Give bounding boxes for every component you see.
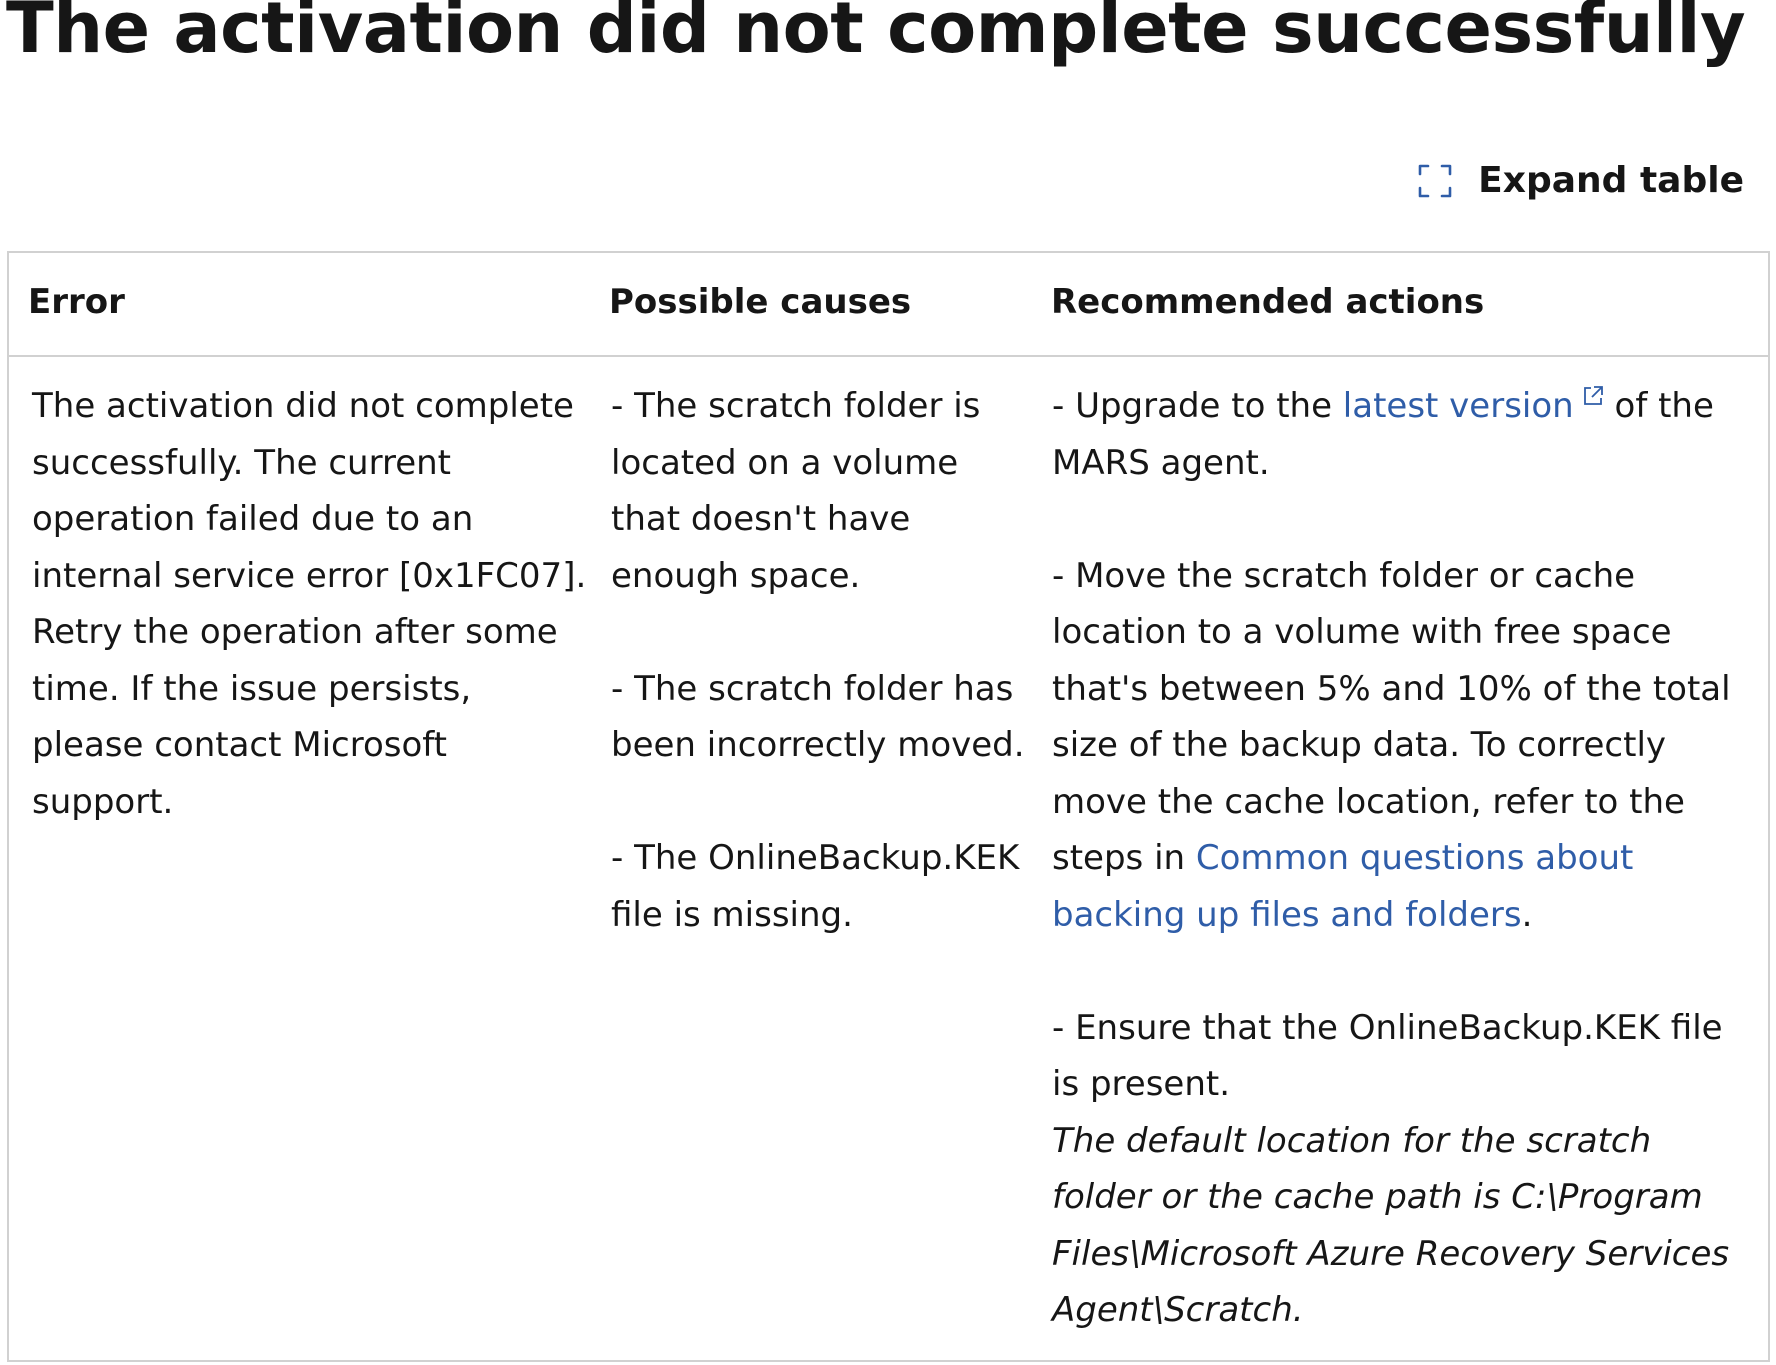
error-table [7,251,1770,1362]
action-move-suffix: . [1521,894,1533,935]
cause-item: - The scratch folder has been incorrectly moved. [611,668,1025,765]
latest-version-link[interactable] [1343,386,1604,426]
error-cell: The activation did not complete successfully. The current operation failed due to an internal service error [0x1FC07]. Retry the operation after some time. If the issue persists, please contact Microsoft support. [32,386,587,822]
page-title: The activation did not complete successfully [6,0,1746,69]
scratch-location-note: The default location for the scratch folder or the cache path is C:\Program Files\Microsoft Azure Recovery Services Agent\Scratch. [1052,1120,1730,1330]
expand-icon [1418,164,1452,198]
action-ensure-text: - Ensure that the OnlineBackup.KEK file is present. [1052,1007,1723,1104]
action-move [1052,548,1752,944]
column-header-possible-causes: Possible causes [609,282,912,322]
expand-table-label: Expand table [1478,160,1744,201]
external-link-icon [1582,385,1604,407]
latest-version-link-text: latest version [1342,386,1574,426]
action-upgrade-suffix: of the MARS agent. [1052,386,1714,483]
action-upgrade-prefix: - Upgrade to the [1052,386,1343,426]
common-questions-link[interactable]: Common questions about backing up files and folders [1052,838,1634,935]
action-ensure [1052,1000,1752,1339]
recommended-actions-cell [1052,378,1752,1339]
cause-item: - The scratch folder is located on a volume that doesn't have enough space. [611,386,981,596]
action-move-prefix: - Move the scratch folder or cache location to a volume with free space that's between 5% and 10% of the total size of the backup data. To correctly move the cache location, refer to the steps in [1052,555,1731,878]
expand-table-button[interactable] [1418,160,1744,201]
column-header-error: Error [28,282,125,322]
cause-item: - The OnlineBackup.KEK file is missing. [611,838,1020,935]
possible-causes-cell [611,378,1031,943]
table-header-row [9,253,1768,357]
action-upgrade [1052,378,1752,491]
column-header-recommended-actions: Recommended actions [1051,282,1485,322]
